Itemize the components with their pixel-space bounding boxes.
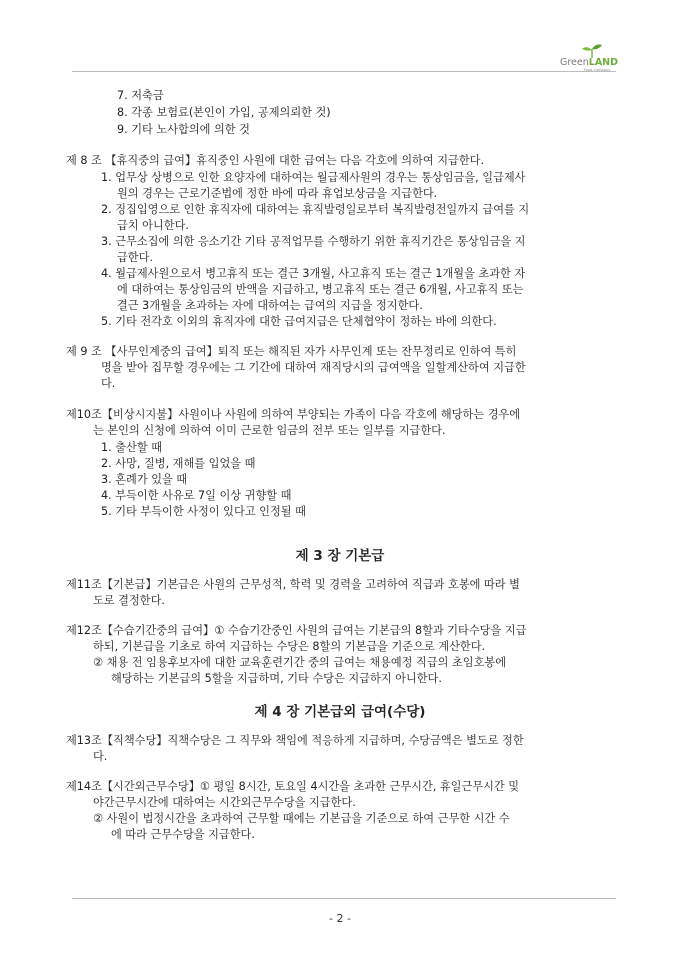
- list-item-continued: 급한다.: [117, 251, 153, 264]
- logo-wordmark: GreenLAND: [560, 57, 619, 68]
- article-13-title: 제13조【직책수당】직책수당은 그 직무와 책임에 적응하게 지급하며, 수당금액은 별도로 정한: [66, 734, 524, 747]
- article-12-title: 제12조【수습기간중의 급여】① 수습기간중인 사원의 급여는 기본급의 8할과 기타수당을 지급: [66, 624, 527, 637]
- article-8-title: 제 8 조 【휴직중의 급여】휴직중인 사원에 대한 급여는 다음 각호에 의하여 지급한다.: [66, 154, 484, 167]
- article-10-title: 제10조【비상시지불】사원이나 사원에 의하여 부양되는 가족이 다음 각호에 해당하는 경우에: [66, 408, 521, 421]
- article-9-continued: 다.: [101, 377, 116, 390]
- list-item: 9. 기타 노사합의에 의한 것: [117, 123, 250, 136]
- article-12-continued: 하되, 기본급을 기초로 하여 지급하는 수당은 8할의 기본급을 기준으로 계산한다.: [93, 640, 486, 653]
- list-item: 3. 혼례가 있을 때: [101, 473, 188, 486]
- list-item: 5. 기타 전각호 이외의 휴직자에 대한 급여지급은 단체협약이 정하는 바에 의한다.: [101, 315, 497, 328]
- article-9-title: 제 9 조 【사무인계중의 급여】퇴직 또는 해직된 자가 사무인계 또는 잔무정리로 인하여 특히: [66, 345, 517, 358]
- article-14-title: 제14조【시간외근무수당】① 평일 8시간, 토요일 4시간을 초과한 근무시간, 휴일근무시간 및: [66, 780, 520, 793]
- list-item: 2. 사망, 질병, 재해를 입었을 때: [101, 457, 256, 470]
- article-11-title: 제11조【기본급】기본급은 사원의 근무성적, 학력 및 경력을 고려하여 직급과 호봉에 따라 별: [66, 578, 520, 591]
- list-item: 7. 저축금: [117, 89, 164, 102]
- article-14-continued: 야간근무시간에 대하여는 시간외근무수당을 지급한다.: [93, 796, 356, 809]
- list-item: 8. 각종 보험료(본인이 가입, 공제의뢰한 것): [117, 106, 331, 119]
- article-11-continued: 도로 결정한다.: [93, 594, 165, 607]
- list-item: 4. 부득이한 사유로 7일 이상 귀향할 때: [101, 489, 292, 502]
- page-number: - 2 -: [329, 912, 351, 925]
- list-item-continued: 급치 아니한다.: [117, 219, 189, 232]
- logo-subtitle: Food Company: [584, 68, 611, 72]
- leaf-icon: [582, 44, 602, 58]
- article-12-clause-2: ② 채용 전 임용후보자에 대한 교육훈련기간 중의 급여는 채용예정 직급의 초임호봉에: [93, 656, 507, 669]
- list-item: 1. 출산할 때: [101, 441, 163, 454]
- article-9-continued: 명을 받아 집무할 경우에는 그 기간에 대하여 재직당시의 급여액을 일할계산하여 지급한: [101, 361, 526, 374]
- header-divider: [72, 71, 616, 72]
- article-14-clause-2-continued: 에 따라 근무수당을 지급한다.: [111, 828, 255, 841]
- list-item: 3. 근무소집에 의한 응소기간 기타 공적업무를 수행하기 위한 휴직기간은 통상임금을 지: [101, 235, 526, 248]
- article-14-clause-2: ② 사원이 법정시간을 초과하여 근무할 때에는 기본급을 기준으로 하여 근무한 시간 수: [93, 812, 510, 825]
- list-item: 2. 징집입영으로 인한 휴직자에 대하여는 휴직발령일로부터 복직발령전일까지 급여를 지: [101, 203, 530, 216]
- list-item-continued: 결근 3개월을 초과하는 자에 대하여는 급여의 지급을 정지한다.: [117, 299, 423, 312]
- company-logo: [560, 44, 622, 72]
- article-10-continued: 는 본인의 신청에 의하여 이미 근로한 임금의 전부 또는 일부를 지급한다.: [93, 424, 446, 437]
- list-item: 1. 업무상 상병으로 인한 요양자에 대하여는 월급제사원의 경우는 통상임금을, 일급제사: [101, 171, 526, 184]
- list-item: 5. 기타 부득이한 사정이 있다고 인정될 때: [101, 505, 306, 518]
- chapter-3-heading: 제 3 장 기본급: [295, 548, 385, 564]
- list-item: 4. 월급제사원으로서 병고휴직 또는 결근 3개월, 사고휴직 또는 결근 1개월을 초과한 자: [101, 267, 526, 280]
- list-item-continued: 에 대하여는 통상임금의 반액을 지급하고, 병고휴직 또는 결근 6개월, 사고휴직 또는: [117, 283, 524, 296]
- list-item-continued: 원의 경우는 근로기준법에 정한 바에 따라 휴업보상금을 지급한다.: [117, 187, 438, 200]
- footer-divider: [72, 898, 616, 899]
- article-12-clause-2-continued: 해당하는 기본급의 5할을 지급하며, 기타 수당은 지급하지 아니한다.: [111, 672, 442, 685]
- chapter-4-heading: 제 4 장 기본급외 급여(수당): [254, 704, 426, 720]
- article-13-continued: 다.: [93, 750, 108, 763]
